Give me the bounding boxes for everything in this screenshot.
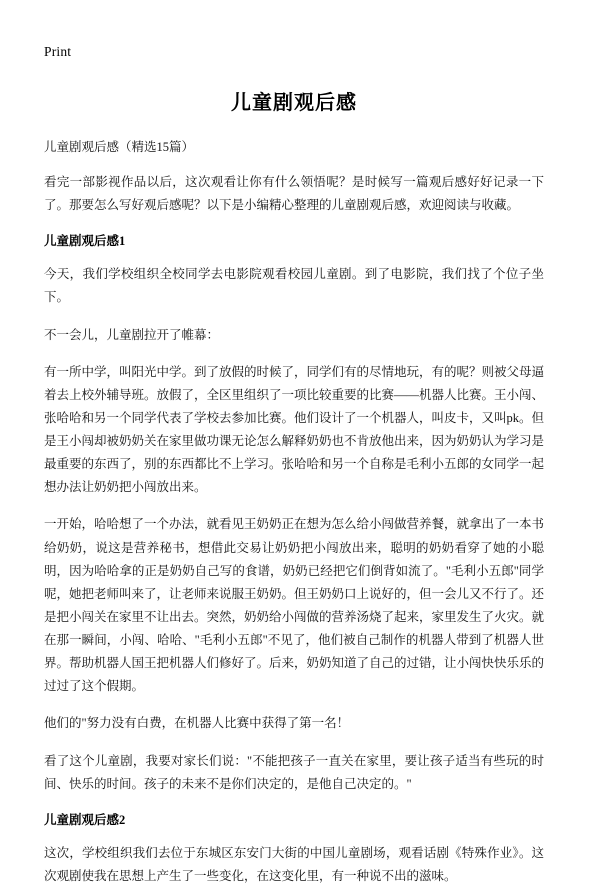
section-1-paragraph-1: 今天，我们学校组织全校同学去电影院观看校园儿童剧。到了电影院，我们找了个位子坐下。 xyxy=(44,267,544,305)
section-1-paragraph-6: 看了这个儿童剧，我要对家长们说："不能把孩子一直关在家里，要让孩子适当有些玩的时间、快乐的时间。孩子的未来不是你们决定的，是他自己决定的。" xyxy=(44,753,544,791)
section-1-paragraph-5: 他们的"努力没有白费，在机器人比赛中获得了第一名！ xyxy=(44,716,350,731)
page-title: 儿童剧观后感 xyxy=(231,92,357,114)
section-1-paragraph-4: 一开始，哈哈想了一个办法，就看见王奶奶正在想为怎么给小闯做营养餐，就拿出了一本书给奶奶，说这是营养秘书，想借此交易让奶奶把小闯放出来，聪明的奶奶看穿了她的小聪明，因为哈哈拿的正是奶奶自己写的食谱，奶奶已经把它们倒背如流了。"毛利小五郎"同学呢，她把老师叫来了，让老师来说服王奶奶。但王奶奶口上说好的，但一会儿又不行了。还是把小闯关在家里不让出去。突然，奶奶给小闯做的营养汤烧了起来，家里发生了火灾。就在那一瞬间，小闯、哈哈、"毛利小五郎"不见了，他们被自己制作的机器人带到了机器人世界。帮助机器人国王把机器人们修好了。后来，奶奶知道了自己的过错，让小闯快快乐乐的过过了这个假期。 xyxy=(44,517,545,694)
section-heading-1: 儿童剧观后感1 xyxy=(44,234,126,249)
print-button[interactable]: Print xyxy=(44,44,72,59)
document-subtitle: 儿童剧观后感（精选15篇） xyxy=(44,140,195,154)
section-heading-2: 儿童剧观后感2 xyxy=(44,812,126,827)
intro-paragraph: 看完一部影视作品以后，这次观看让你有什么领悟呢？是时候写一篇观后感好好记录一下了。那要怎么写好观后感呢？以下是小编精心整理的儿童剧观后感，欢迎阅读与收藏。 xyxy=(44,175,544,213)
section-2-paragraph-1: 这次，学校组织我们去位于东城区东安门大街的中国儿童剧场，观看话剧《特殊作业》。这次观剧使我在思想上产生了一些变化，在这变化里，有一种说不出的滋味。 xyxy=(44,845,544,883)
section-1-paragraph-2: 不一会儿，儿童剧拉开了帷幕： xyxy=(44,327,220,342)
section-1-paragraph-3: 有一所中学，叫阳光中学。到了放假的时候了，同学们有的尽情地玩，有的呢？则被父母逼着去上校外辅导班。放假了，全区里组织了一项比较重要的比赛——机器人比赛。王小闯、张哈哈和另一个同学代表了学校去参加比赛。他们设计了一个机器人，叫皮卡，又叫pk。但是王小闯却被奶奶关在家里做功课无论怎么解释奶奶也不肯放他出来，因为奶奶认为学习是最重要的东西了，别的东西都比不上学习。张哈哈和另一个自称是毛利小五郎的女同学一起想办法让奶奶把小闯放出来。 xyxy=(44,364,545,495)
